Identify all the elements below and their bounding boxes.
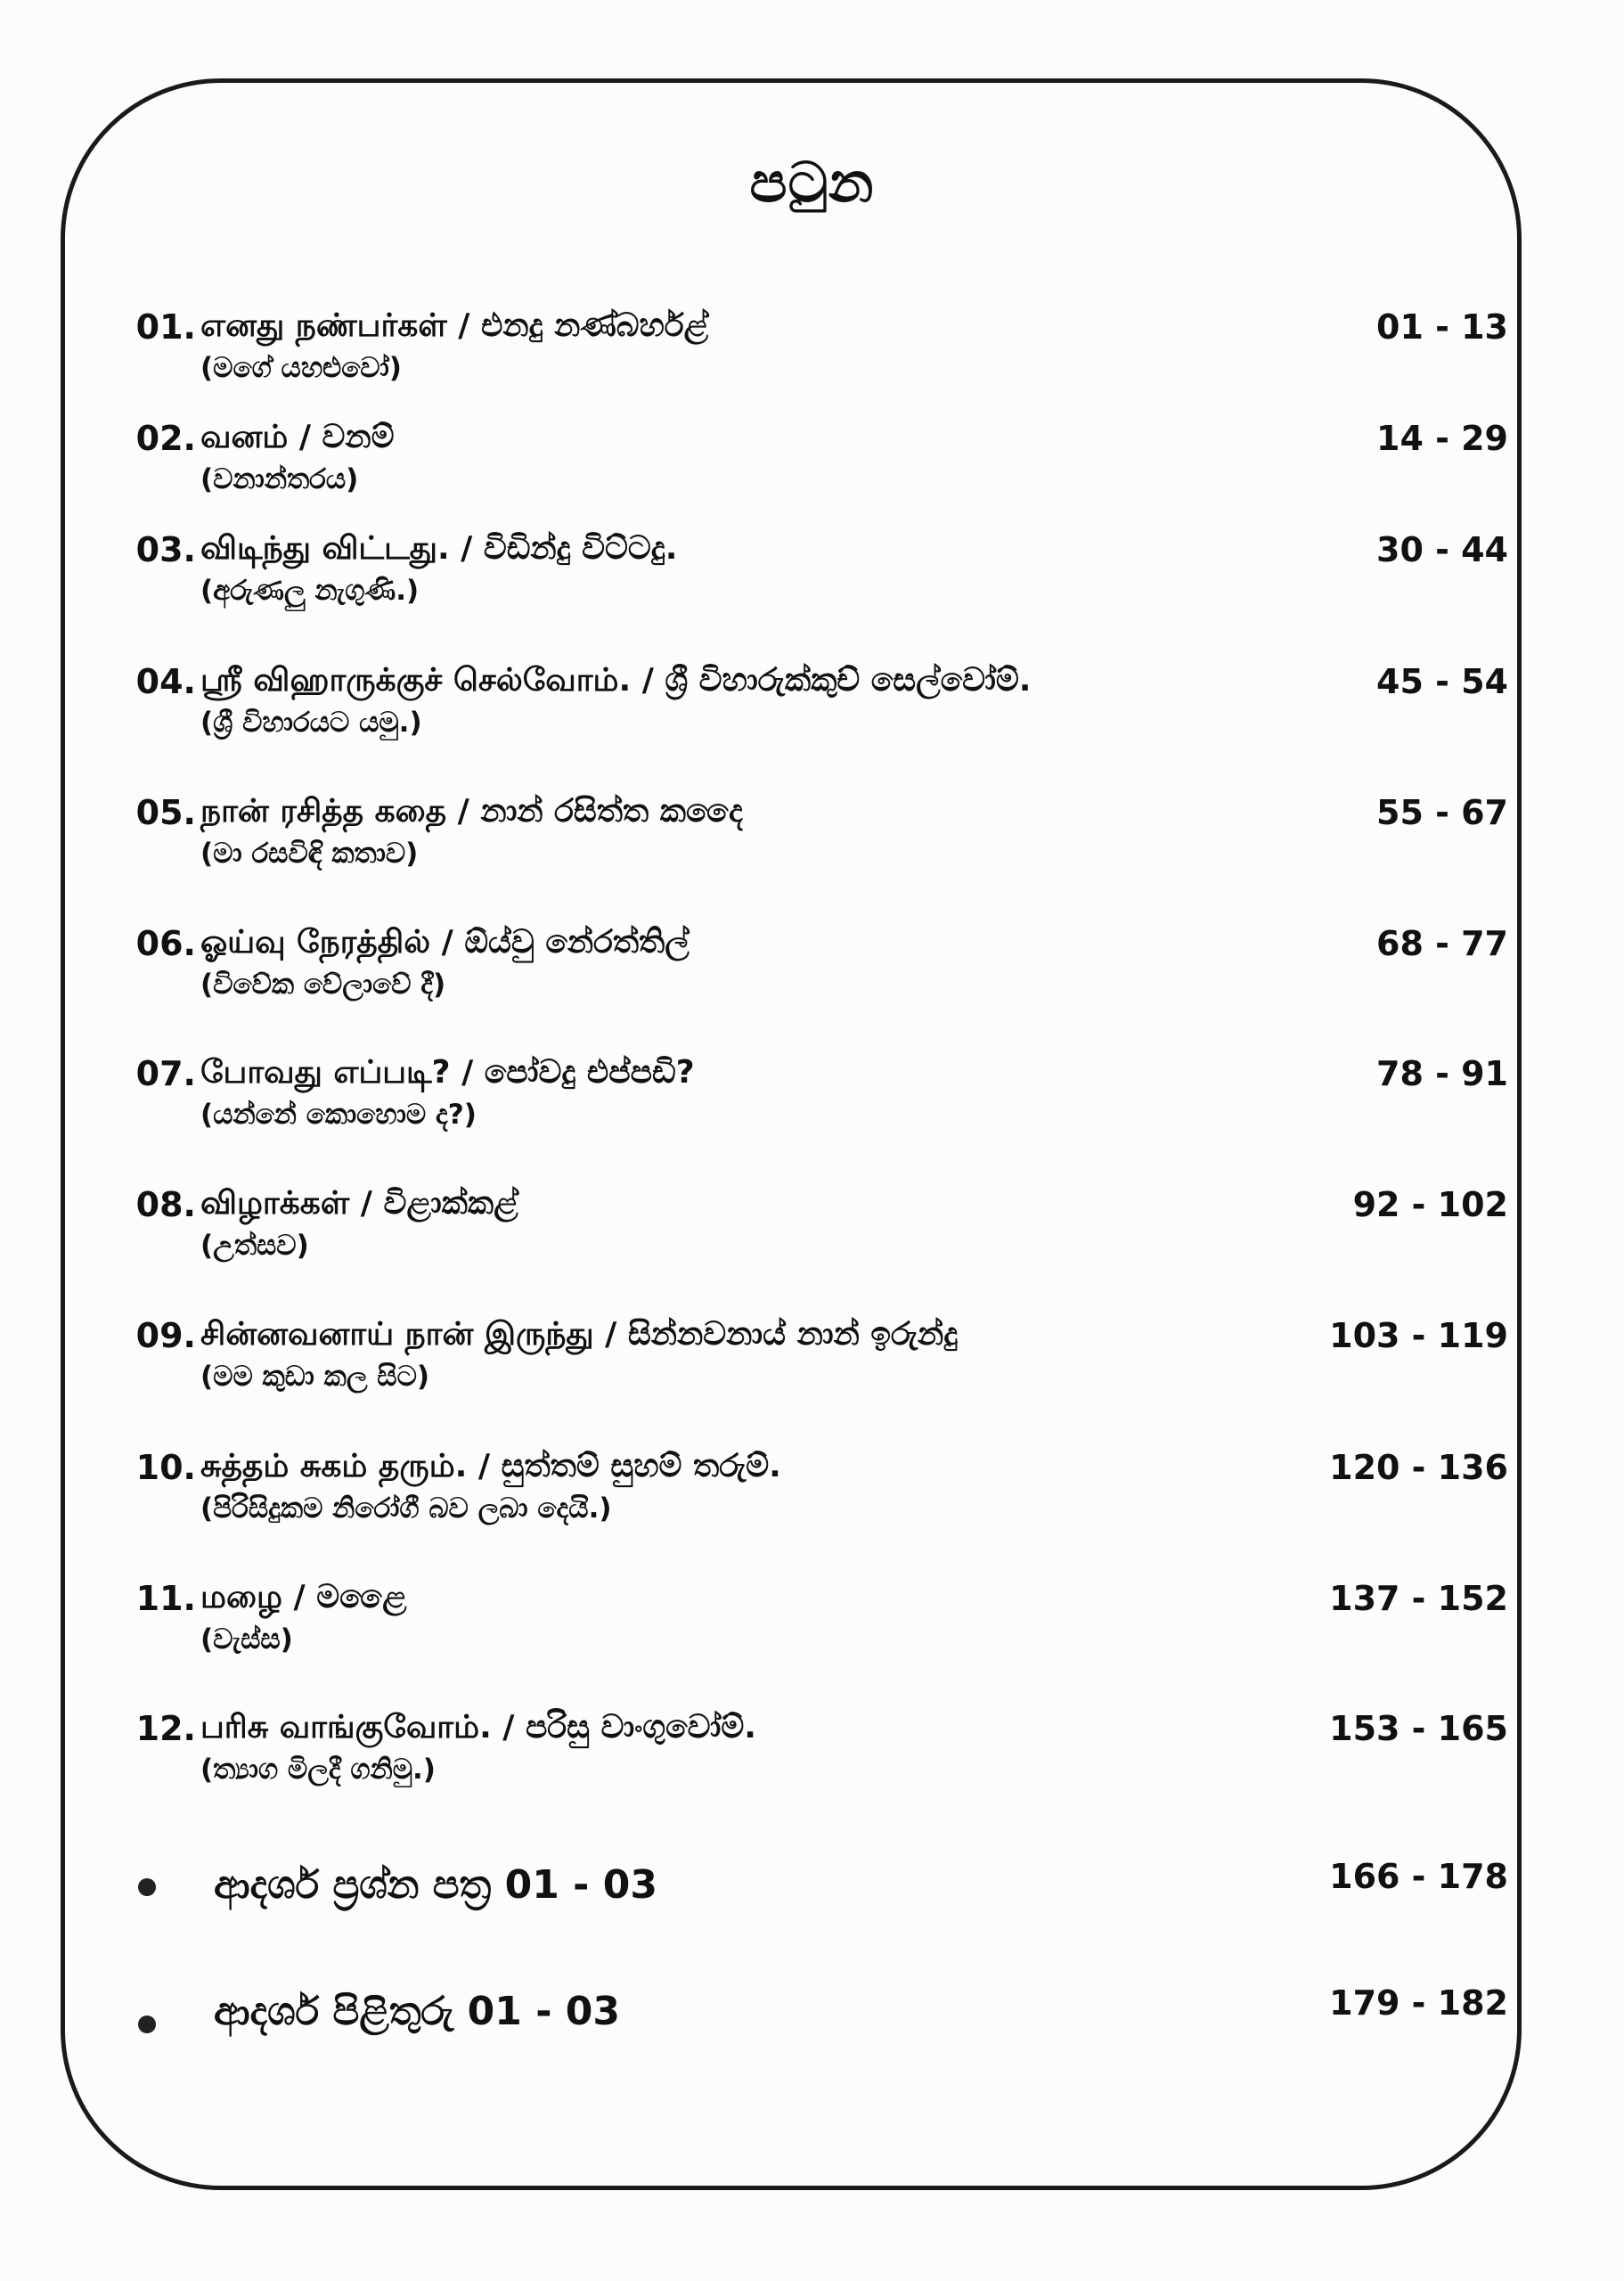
- entry-pages: 78 - 91: [1376, 1054, 1508, 1093]
- page-title: පටුන: [749, 150, 875, 215]
- extra-title: ආදර්ශ පිළිතුරු 01 - 03: [214, 1989, 621, 2034]
- entry-number: 04.: [135, 662, 196, 701]
- entry-title: பரிசு வாங்குவோம். / පරිසු වාංගුවෝම්.: [200, 1709, 756, 1745]
- entry-number: 12.: [135, 1709, 196, 1748]
- entry-pages: 137 - 152: [1329, 1579, 1508, 1618]
- entry-number: 01.: [135, 307, 196, 347]
- entry-number: 06.: [135, 924, 196, 963]
- entry-subtitle: (මගේ යහළුවෝ): [200, 352, 402, 384]
- entry-title: சுத்தம் சுகம் தரும். / සුත්තම් සුහම් තරුම්.: [200, 1448, 781, 1484]
- entry-pages: 153 - 165: [1329, 1709, 1508, 1748]
- bullet-icon: [138, 2015, 156, 2033]
- entry-title: ஸ்ரீ விஹாருக்குச் செல்வோம். / ශ්‍රී විහාරුක්කුච් සෙල්වෝම්.: [200, 662, 1032, 699]
- bullet-icon: [138, 1878, 156, 1896]
- entry-pages: 30 - 44: [1376, 530, 1508, 569]
- entry-pages: 55 - 67: [1376, 793, 1508, 832]
- entry-number: 05.: [135, 793, 196, 832]
- entry-pages: 14 - 29: [1376, 419, 1508, 458]
- entry-number: 11.: [135, 1579, 196, 1618]
- entry-pages: 92 - 102: [1352, 1185, 1508, 1224]
- entry-number: 08.: [135, 1185, 196, 1224]
- entry-pages: 01 - 13: [1376, 307, 1508, 347]
- entry-title: மழை / මළෛ: [200, 1579, 407, 1615]
- entry-number: 10.: [135, 1448, 196, 1487]
- entry-title: வனம் / වනම්: [200, 419, 395, 455]
- entry-subtitle: (පිරිසිදුකම නිරෝගී බව ලබා දෙයි.): [200, 1492, 612, 1525]
- entry-number: 07.: [135, 1054, 196, 1093]
- entry-title: சின்னவனாய் நான் இருந்து / සින්නවනාය් නාන් ඉරුන්දු: [200, 1316, 959, 1353]
- extra-pages: 179 - 182: [1329, 1983, 1508, 2023]
- entry-subtitle: (විවේක වේලාවේ දී): [200, 969, 446, 1001]
- entry-title: எனது நண்பர்கள் / එනදු නණ්බර්හළ්: [200, 307, 709, 344]
- entry-pages: 45 - 54: [1376, 662, 1508, 701]
- entry-pages: 103 - 119: [1329, 1316, 1508, 1355]
- entry-subtitle: (ත්‍යාග මිලදී ගනිමු.): [200, 1754, 436, 1786]
- entry-subtitle: (වනාන්තරය): [200, 463, 359, 495]
- entry-subtitle: (උත්සව): [200, 1230, 309, 1262]
- entry-pages: 120 - 136: [1329, 1448, 1508, 1487]
- entry-title: நான் ரசித்த கதை / නාන් රසිත්ත කදෛ: [200, 793, 744, 830]
- entry-subtitle: (මා රසවිඳි කතාව): [200, 838, 419, 870]
- entry-title: போவது எப்படி? / පෝවදු එප්පඩි?: [200, 1054, 695, 1091]
- extra-pages: 166 - 178: [1329, 1857, 1508, 1896]
- entry-title: விழாக்கள் / විළාක්කළ්: [200, 1185, 518, 1222]
- entry-title: விடிந்து விட்டது. / විඩින්දු විට්ටදු.: [200, 530, 678, 567]
- entry-subtitle: (යන්නේ කොහොම ද?): [200, 1099, 477, 1131]
- entry-number: 09.: [135, 1316, 196, 1355]
- entry-subtitle: (වැස්ස): [200, 1623, 293, 1656]
- entry-subtitle: (අරුණලු නැගුණි.): [200, 575, 420, 607]
- entry-subtitle: (මම කුඩා කල සිට): [200, 1361, 430, 1393]
- extra-title: ආදර්ශ ප්‍රශ්න පත්‍ර 01 - 03: [214, 1862, 657, 1908]
- entry-pages: 68 - 77: [1376, 924, 1508, 963]
- entry-title: ஓய்வு நேரத்தில் / ඕය්වු නේරත්තිල්: [200, 924, 690, 961]
- entry-number: 02.: [135, 419, 196, 458]
- entry-subtitle: (ශ්‍රී විහාරයට යමු.): [200, 707, 422, 739]
- entry-number: 03.: [135, 530, 196, 569]
